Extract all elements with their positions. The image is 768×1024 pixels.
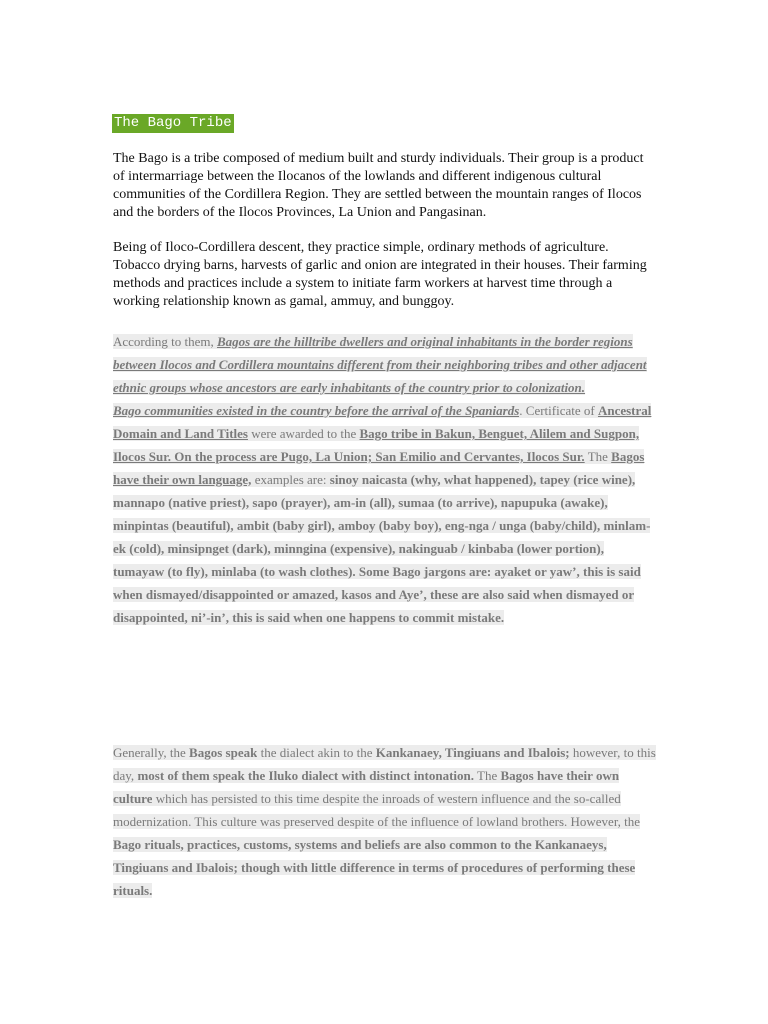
text-run: According to them, — [113, 334, 217, 349]
text-run: the dialect akin to the — [257, 745, 376, 760]
section-title: The Bago Tribe — [114, 115, 232, 131]
text-run-emphasis: Bago tribe in Bakun, Benguet, Alilem and Sugpon, Ilocos Sur. On the process are Pugo, La Union; San Emilio and Cervantes, Ilocos Sur. — [113, 426, 640, 464]
text-run-bold: Bago rituals, practices, customs, systems and beliefs are also common to the Kankanaeys, Tingiuans and Ibalois; though with little difference in terms of procedures of performing these rituals. — [113, 837, 636, 898]
text-run-bold: sinoy naicasta (why, what happened), tapey (rice wine), mannapo (native priest), sapo (prayer), am-in (all), sumaa (to arrive), napupuka (awake), minpintas (beautiful), ambit (baby girl), amboy (baby boy), eng-nga / unga (baby/child), minlam-ek (cold), minsipnget (dark), minngina (expensive), nakinguab / kinbaba (lower portion), tumayaw (to fly), minlaba (to wash clothes). Some Bago jargons are: ayaket or yaw’, this is said when dismayed/disappointed or amazed, kasos and Aye’, these are also said when dismayed or disappointed, ni’-in’, this is said when one happens to commit mistake. — [113, 472, 651, 625]
text-run-emphasis: Bago communities existed in the country before the arrival of the Spaniards — [113, 403, 520, 418]
text-run: . Certificate of — [519, 403, 598, 418]
paragraph-dialect-culture — [113, 741, 658, 902]
text-run: examples are: — [251, 472, 330, 487]
text-run-bold: Kankanaey, Tingiuans and Ibalois; — [375, 745, 570, 760]
text-run-emphasis: Bagos have their own language, — [113, 449, 645, 487]
text-run: The — [474, 768, 501, 783]
text-run: which has persisted to this time despite the inroads of western influence and the so-called modernization. This culture was preserved despite of the influence of lowland brothers. However, the — [113, 791, 641, 829]
text-run-bold: Bagos have their own culture — [113, 768, 620, 806]
text-run: were awarded to the — [247, 426, 360, 441]
text-run-bold: Bagos speak — [189, 745, 258, 760]
text-run: The — [584, 449, 612, 464]
paragraph-intro: The Bago is a tribe composed of medium built and sturdy individuals. Their group is a product of intermarriage between the Ilocanos of the lowlands and different indigenous cultural communities of the Cordillera Region. They are settled between the mountain ranges of Ilocos and the borders of the Ilocos Provinces, La Union and Pangasinan. — [113, 151, 644, 220]
text-run: however, to this day, — [113, 745, 656, 783]
paragraph-agriculture: Being of Iloco-Cordillera descent, they practice simple, ordinary methods of agriculture. Tobacco drying barns, harvests of garlic and onion are integrated in their houses. Their farming methods and practices include a system to initiate farm workers at harvest time through a working relationship known as gamal, ammuy, and bunggoy. — [113, 240, 647, 309]
text-run: Generally, the — [113, 745, 190, 760]
text-run-bold: most of them speak the Iluko dialect with distinct intonation. — [137, 768, 475, 783]
text-run-emphasis: Ancestral Domain and Land Titles — [113, 403, 652, 441]
paragraph-origins-language — [113, 330, 658, 629]
text-run-emphasis: Bagos are the hilltribe dwellers and original inhabitants in the border regions between Ilocos and Cordillera mountains different from their neighboring tribes and other adjacent ethnic groups whose ancestors are early inhabitants of the country prior to colonization. — [113, 334, 647, 395]
